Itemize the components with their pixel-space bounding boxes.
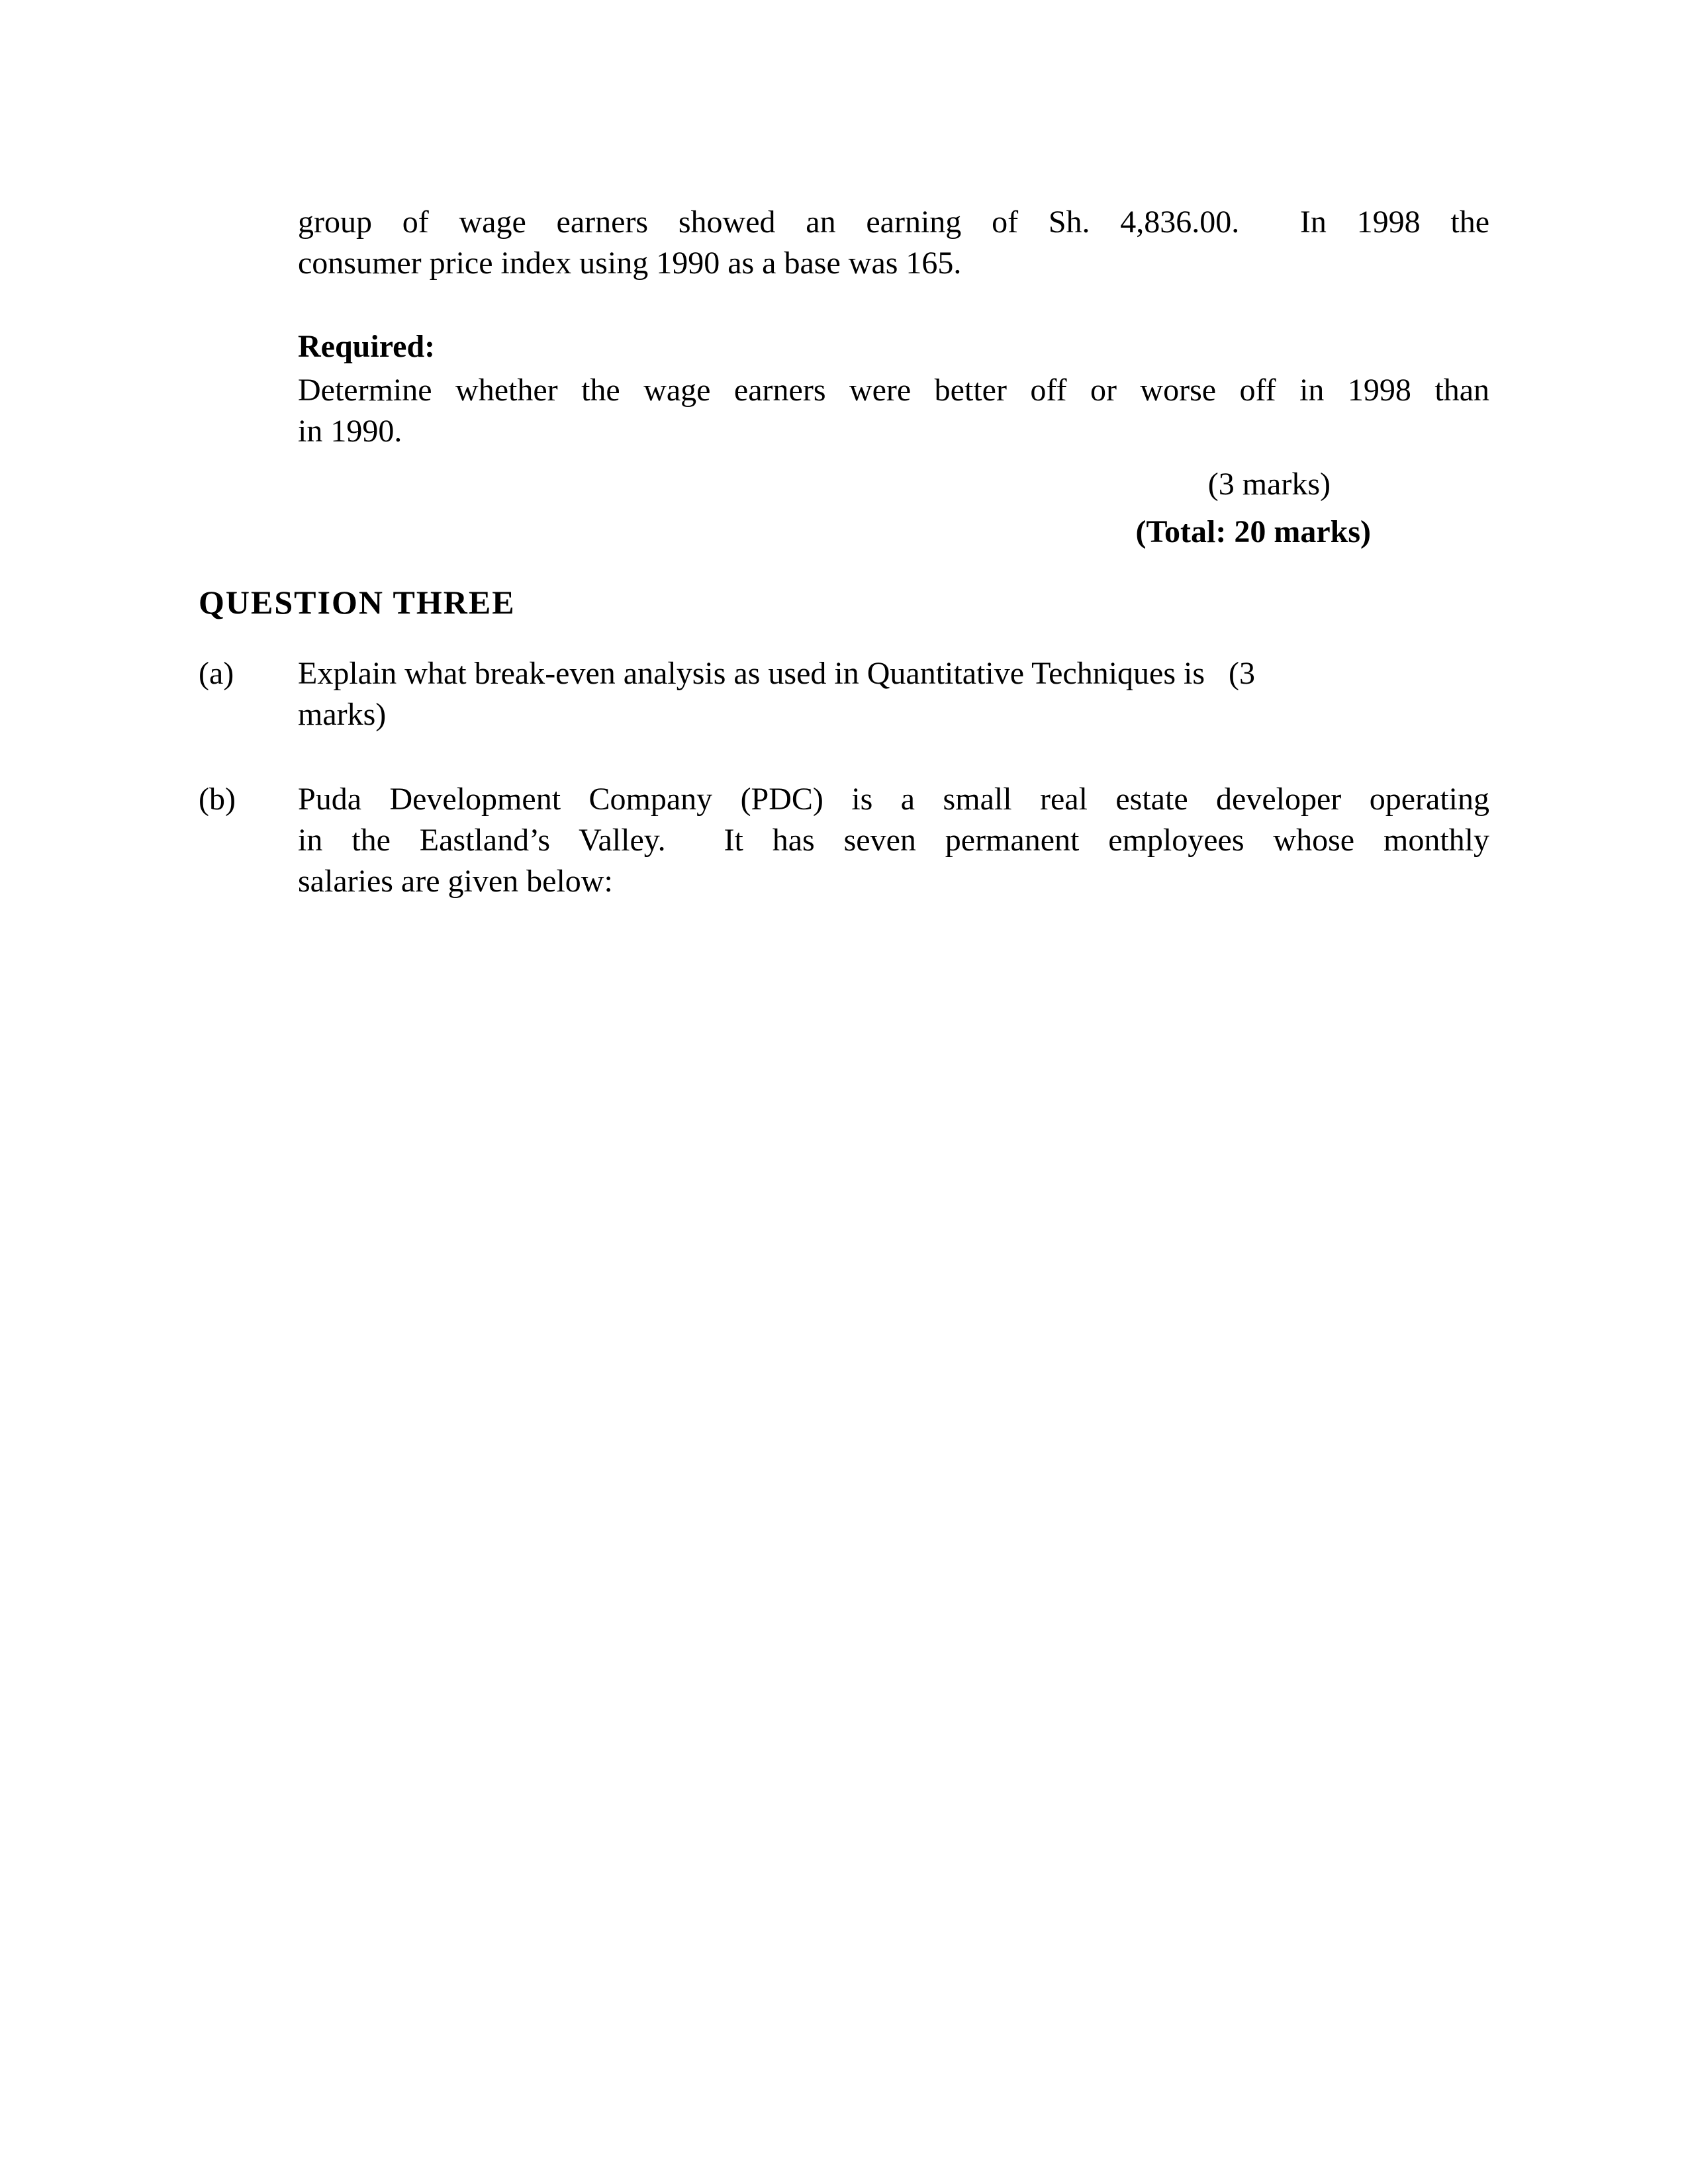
part-b-label: (b) [199, 782, 236, 817]
part-b-line-1: Puda Development Company (PDC) is a small real estate developer operating [298, 782, 1489, 817]
part-a-label: (a) [199, 656, 234, 691]
continuation-paragraph-line-1: group of wage earners showed an earning of Sh. 4,836.00. In 1998 the [298, 205, 1489, 240]
required-task-line-2: in 1990. [298, 414, 402, 449]
required-section [298, 326, 1489, 367]
page-content [199, 0, 1489, 902]
continuation-paragraph [298, 202, 1489, 284]
question-three-heading: QUESTION THREE [199, 584, 516, 621]
part-b-line-2: in the Eastland’s Valley. It has seven permanent employees whose monthly [298, 823, 1489, 858]
marks-note: (3 marks) [1207, 467, 1331, 502]
question-three-part-a [199, 653, 1489, 735]
part-b-line-3: salaries are given below: [298, 864, 613, 899]
part-a-line-2: marks) [298, 697, 387, 732]
required-label: Required: [298, 329, 436, 364]
required-task-line-1: Determine whether the wage earners were better off or worse off in 1998 than [298, 373, 1489, 408]
required-task-paragraph [298, 370, 1489, 452]
part-a-line-1: Explain what break-even analysis as used in Quantitative Techniques is (3 [298, 656, 1256, 691]
question-three-part-b [199, 779, 1489, 902]
total-marks-note: (Total: 20 marks) [1135, 514, 1371, 549]
part-a-text [298, 653, 1489, 735]
part-b-text [298, 779, 1489, 902]
continuation-paragraph-line-2: consumer price index using 1990 as a base was 165. [298, 246, 962, 281]
